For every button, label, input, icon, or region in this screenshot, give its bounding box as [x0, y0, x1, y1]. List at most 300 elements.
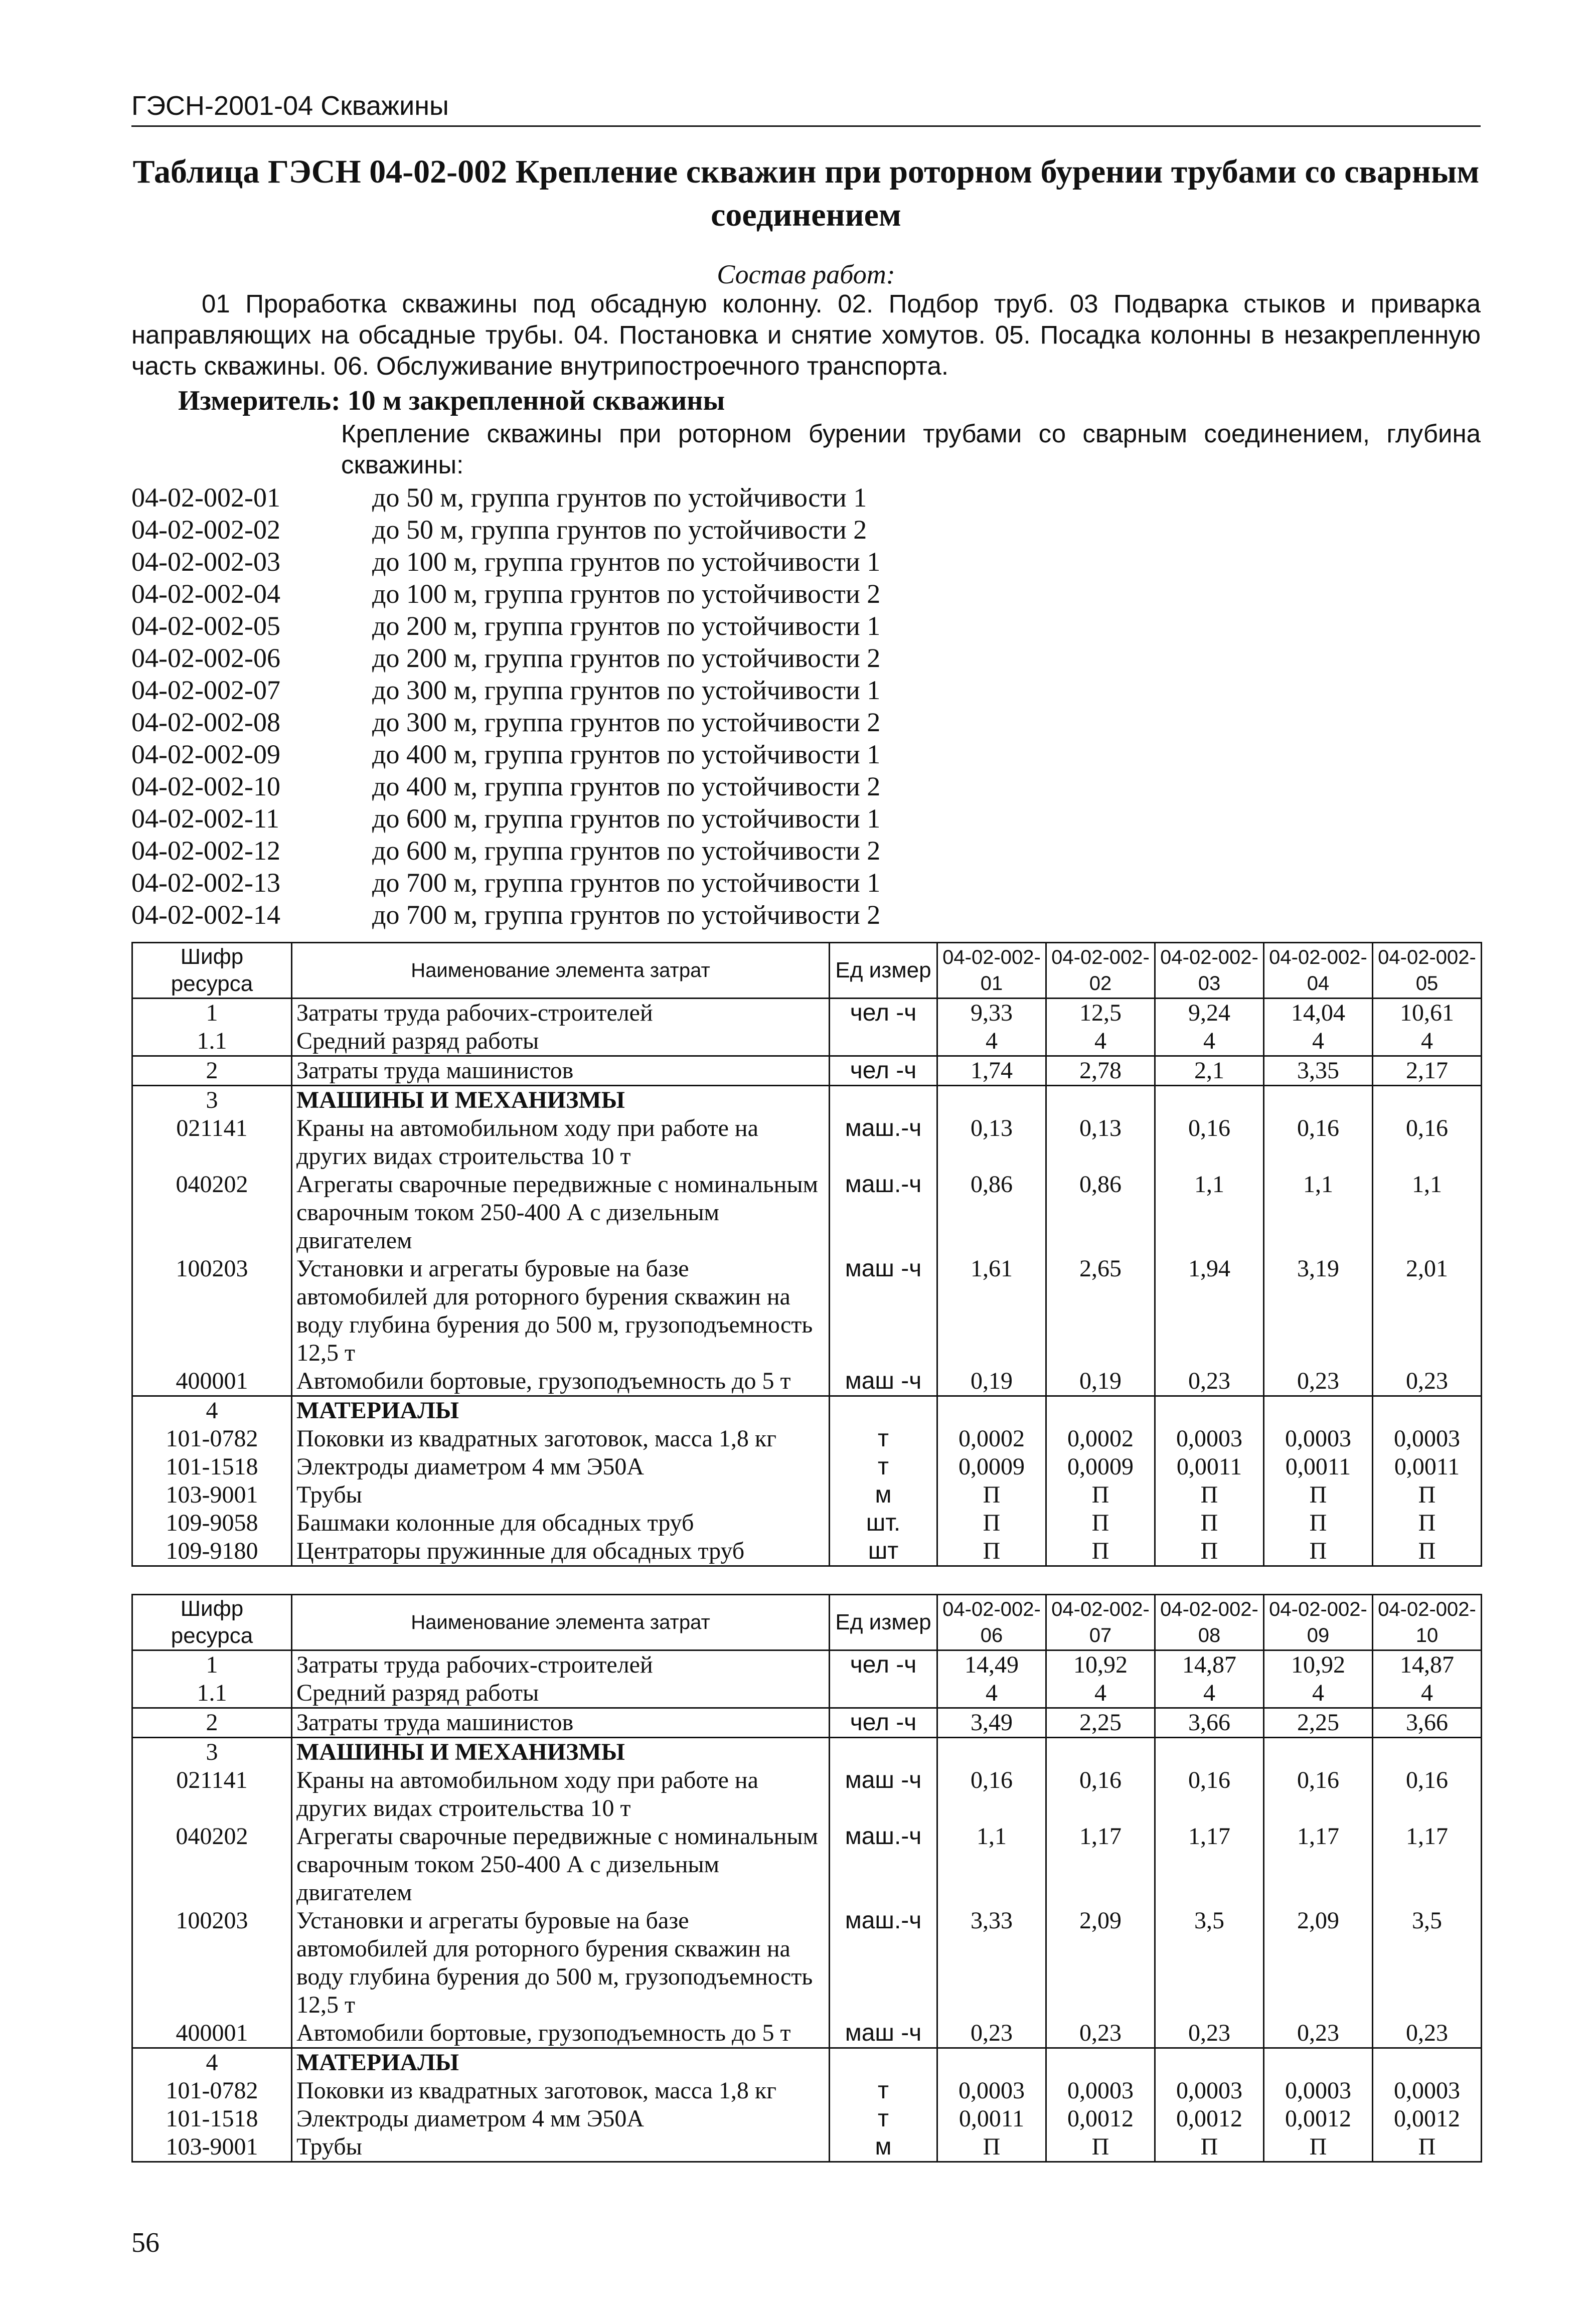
cost-element-name: Трубы [292, 2133, 830, 2162]
norm-value [1373, 1738, 1482, 1767]
entry-description: до 700 м, группа грунтов по устойчивости 2 [372, 900, 881, 930]
unit-of-measure: чел -ч [830, 999, 937, 1028]
norm-value: 1,1 [1373, 1171, 1482, 1255]
entry-row [131, 706, 1481, 738]
norm-value: 2,09 [1046, 1907, 1155, 2019]
composition-heading: Состав работ: [717, 259, 895, 289]
entry-row [131, 738, 1481, 770]
norm-value: 2,09 [1264, 1907, 1373, 2019]
norm-value [1373, 1396, 1482, 1425]
resource-code: 103-9001 [132, 1481, 292, 1509]
table-row [132, 1679, 1482, 1708]
table-row [132, 1481, 1482, 1509]
norm-value: 0,23 [1264, 2019, 1373, 2048]
norm-value: 0,0003 [1046, 2077, 1155, 2105]
header-col-3: 04-02-002-03 [1155, 943, 1264, 999]
unit-of-measure [830, 1738, 937, 1767]
entry-row [131, 610, 1481, 642]
norm-value: 0,0003 [937, 2077, 1046, 2105]
table-row [132, 1650, 1482, 1680]
resource-code: 109-9058 [132, 1509, 292, 1537]
norm-value: 0,0011 [937, 2105, 1046, 2133]
norm-value: 0,16 [937, 1766, 1046, 1823]
norm-value: 2,78 [1046, 1056, 1155, 1086]
entry-description: до 50 м, группа грунтов по устойчивости 2 [372, 515, 867, 545]
header-col-4: 04-02-002-04 [1264, 943, 1373, 999]
cost-element-name: Башмаки колонные для обсадных труб [292, 1509, 830, 1537]
resource-code: 1 [132, 1650, 292, 1680]
norm-value: 0,19 [937, 1367, 1046, 1396]
table-row [132, 1708, 1482, 1738]
norm-value: 1,17 [1373, 1823, 1482, 1907]
header-col-2: 04-02-002-02 [1046, 943, 1155, 999]
norm-value: П [937, 1509, 1046, 1537]
norm-value: 0,0002 [937, 1425, 1046, 1453]
norm-value: П [1373, 1509, 1482, 1537]
norm-value: П [1155, 1481, 1264, 1509]
norm-value: 1,1 [1155, 1171, 1264, 1255]
norm-value: 2,25 [1046, 1708, 1155, 1738]
table-row [132, 2105, 1482, 2133]
resource-code: 021141 [132, 1766, 292, 1823]
norm-value: 2,17 [1373, 1056, 1482, 1086]
norm-value: П [1373, 1537, 1482, 1566]
entries-list [131, 481, 1481, 931]
unit-of-measure [830, 1086, 937, 1115]
norm-value: 14,49 [937, 1650, 1046, 1680]
entry-code: 04-02-002-14 [131, 900, 280, 930]
table-row [132, 1114, 1482, 1171]
norm-value: П [1264, 1481, 1373, 1509]
unit-of-measure: т [830, 1425, 937, 1453]
norm-value [1155, 2048, 1264, 2077]
entry-code: 04-02-002-10 [131, 771, 280, 801]
norm-value: П [937, 2133, 1046, 2162]
norm-value: 0,0003 [1373, 2077, 1482, 2105]
norm-value [1046, 1738, 1155, 1767]
norm-value: 0,16 [1373, 1766, 1482, 1823]
unit-of-measure: маш -ч [830, 2019, 937, 2048]
cost-element-name: Поковки из квадратных заготовок, масса 1,8 кг [292, 1425, 830, 1453]
cost-element-name: МАШИНЫ И МЕХАНИЗМЫ [292, 1738, 830, 1767]
cost-element-name: Автомобили бортовые, грузоподъемность до 5 т [292, 1367, 830, 1396]
norm-value: П [937, 1481, 1046, 1509]
entry-code: 04-02-002-02 [131, 515, 280, 545]
resource-code: 040202 [132, 1171, 292, 1255]
norm-value: П [1155, 1509, 1264, 1537]
norm-value: 0,23 [1373, 1367, 1482, 1396]
norm-value: 3,66 [1155, 1708, 1264, 1738]
composition-text: 01 Проработка скважины под обсадную колонну. 02. Подбор труб. 03 Подварка стыков и приварка направляющих на обсадные трубы. 04. Постановка и снятие хомутов. 05. Посадка колонны в незакрепленную часть скважины. 06. Обслуживание внутрипостроечного транспорта. [131, 289, 1481, 380]
entry-row [131, 867, 1481, 899]
entry-description: до 300 м, группа грунтов по устойчивости 1 [372, 675, 881, 705]
norm-value: 0,23 [1373, 2019, 1482, 2048]
table-row [132, 999, 1482, 1028]
norm-value: 0,0012 [1264, 2105, 1373, 2133]
norm-value: 0,0012 [1046, 2105, 1155, 2133]
norm-value: П [937, 1537, 1046, 1566]
entry-code: 04-02-002-07 [131, 675, 280, 705]
norm-value: 0,0002 [1046, 1425, 1155, 1453]
header-col-1: 04-02-002-01 [937, 943, 1046, 999]
resource-code: 103-9001 [132, 2133, 292, 2162]
norm-value: 10,92 [1264, 1650, 1373, 1680]
table-row [132, 1027, 1482, 1056]
cost-element-name: Затраты труда рабочих-строителей [292, 1650, 830, 1680]
unit-of-measure: шт. [830, 1509, 937, 1537]
unit-of-measure: м [830, 1481, 937, 1509]
norm-value: П [1046, 2133, 1155, 2162]
norm-value: 1,94 [1155, 1255, 1264, 1367]
entry-description: до 600 м, группа грунтов по устойчивости 1 [372, 803, 881, 834]
unit-of-measure [830, 1396, 937, 1425]
resource-code: 109-9180 [132, 1537, 292, 1566]
cost-element-name: Центраторы пружинные для обсадных труб [292, 1537, 830, 1566]
cost-element-name: Средний разряд работы [292, 1027, 830, 1056]
norm-value [1155, 1396, 1264, 1425]
entry-description: до 400 м, группа грунтов по устойчивости 2 [372, 771, 881, 801]
norm-value: 2,01 [1373, 1255, 1482, 1367]
unit-of-measure: маш -ч [830, 1766, 937, 1823]
table-row [132, 2077, 1482, 2105]
entry-code: 04-02-002-03 [131, 547, 280, 577]
resource-code: 101-1518 [132, 2105, 292, 2133]
entry-code: 04-02-002-08 [131, 707, 280, 737]
table-row [132, 2019, 1482, 2048]
norm-value: 3,33 [937, 1907, 1046, 2019]
norm-value [1155, 1086, 1264, 1115]
norm-value [1264, 1086, 1373, 1115]
cost-element-name: Электроды диаметром 4 мм Э50А [292, 2105, 830, 2133]
unit-of-measure: т [830, 2077, 937, 2105]
norm-value: 1,61 [937, 1255, 1046, 1367]
entry-description: до 300 м, группа грунтов по устойчивости 2 [372, 707, 881, 737]
cost-element-name: Электроды диаметром 4 мм Э50А [292, 1453, 830, 1481]
cost-element-name: МАШИНЫ И МЕХАНИЗМЫ [292, 1086, 830, 1115]
table-row [132, 1509, 1482, 1537]
entry-row [131, 578, 1481, 610]
resource-code: 2 [132, 1056, 292, 1086]
cost-element-name: Автомобили бортовые, грузоподъемность до 5 т [292, 2019, 830, 2048]
norm-value: 4 [937, 1027, 1046, 1056]
norm-value: П [1046, 1509, 1155, 1537]
norm-value: 0,0011 [1373, 1453, 1482, 1481]
norm-value: 1,1 [1264, 1171, 1373, 1255]
norm-value: 0,13 [937, 1114, 1046, 1171]
entry-code: 04-02-002-01 [131, 482, 280, 513]
norm-value: 0,23 [937, 2019, 1046, 2048]
header-unit: Ед измер [830, 1595, 937, 1650]
norm-value: 0,0003 [1264, 2077, 1373, 2105]
unit-of-measure: чел -ч [830, 1056, 937, 1086]
norm-value: 3,5 [1373, 1907, 1482, 2019]
norm-value [1373, 2048, 1482, 2077]
cost-element-name: Агрегаты сварочные передвижные с номинальным сварочным током 250-400 А с дизельным двигателем [292, 1171, 830, 1255]
resource-code: 040202 [132, 1823, 292, 1907]
norm-value: 0,16 [1155, 1766, 1264, 1823]
table-row [132, 2133, 1482, 2162]
unit-of-measure: маш.-ч [830, 1907, 937, 2019]
table-row [132, 1537, 1482, 1566]
header-code: Шифр ресурса [132, 943, 292, 999]
resource-code: 1 [132, 999, 292, 1028]
norm-value: 4 [1373, 1027, 1482, 1056]
norm-value: 0,0003 [1264, 1425, 1373, 1453]
norm-value: 0,0003 [1373, 1425, 1482, 1453]
norm-value: 0,19 [1046, 1367, 1155, 1396]
norm-value: 4 [1264, 1027, 1373, 1056]
norm-value: 14,87 [1373, 1650, 1482, 1680]
running-head: ГЭСН-2001-04 Скважины [131, 89, 1481, 127]
entry-row [131, 546, 1481, 578]
header-col-2: 04-02-002-07 [1046, 1595, 1155, 1650]
unit-of-measure: т [830, 1453, 937, 1481]
norm-value: 0,23 [1264, 1367, 1373, 1396]
resource-code: 100203 [132, 1255, 292, 1367]
norm-value: 2,1 [1155, 1056, 1264, 1086]
norm-value: П [1264, 2133, 1373, 2162]
resource-code: 021141 [132, 1114, 292, 1171]
norm-value: 2,65 [1046, 1255, 1155, 1367]
resource-code: 3 [132, 1086, 292, 1115]
norm-value [1264, 1738, 1373, 1767]
norm-value: 0,16 [1155, 1114, 1264, 1171]
unit-of-measure [830, 1027, 937, 1056]
norm-value: П [1373, 2133, 1482, 2162]
header-unit: Ед измер [830, 943, 937, 999]
table-row [132, 1056, 1482, 1086]
norm-value: 0,16 [1373, 1114, 1482, 1171]
unit-of-measure: маш -ч [830, 1367, 937, 1396]
table-row [132, 1823, 1482, 1907]
entry-row [131, 674, 1481, 706]
norm-value: П [1373, 1481, 1482, 1509]
norm-value [937, 1086, 1046, 1115]
norm-value [1155, 1738, 1264, 1767]
norm-value: 0,16 [1264, 1766, 1373, 1823]
resource-code: 1.1 [132, 1679, 292, 1708]
unit-of-measure: маш.-ч [830, 1114, 937, 1171]
cost-element-name: МАТЕРИАЛЫ [292, 2048, 830, 2077]
norm-value: 0,0011 [1155, 1453, 1264, 1481]
table-row [132, 1766, 1482, 1823]
page-number: 56 [131, 2227, 159, 2258]
entry-row [131, 899, 1481, 931]
norm-value: П [1155, 2133, 1264, 2162]
norm-value: 0,23 [1155, 1367, 1264, 1396]
entry-description: до 100 м, группа грунтов по устойчивости 2 [372, 579, 881, 609]
header-col-5: 04-02-002-05 [1373, 943, 1482, 999]
norm-value: 14,87 [1155, 1650, 1264, 1680]
resource-code: 100203 [132, 1907, 292, 2019]
resource-code: 400001 [132, 1367, 292, 1396]
norm-value: 0,13 [1046, 1114, 1155, 1171]
norm-value: 4 [1155, 1679, 1264, 1708]
entry-description: до 100 м, группа грунтов по устойчивости 1 [372, 547, 881, 577]
header-col-5: 04-02-002-10 [1373, 1595, 1482, 1650]
unit-of-measure [830, 2048, 937, 2077]
cost-element-name: Краны на автомобильном ходу при работе на других видах строительства 10 т [292, 1114, 830, 1171]
entry-code: 04-02-002-05 [131, 611, 280, 641]
norm-value: 4 [1155, 1027, 1264, 1056]
norm-value: 4 [1373, 1679, 1482, 1708]
entry-description: до 200 м, группа грунтов по устойчивости 1 [372, 611, 881, 641]
cost-element-name: МАТЕРИАЛЫ [292, 1396, 830, 1425]
table-row [132, 1453, 1482, 1481]
table-row [132, 1255, 1482, 1367]
norm-value: 0,16 [1264, 1114, 1373, 1171]
norm-value [937, 2048, 1046, 2077]
unit-of-measure: маш.-ч [830, 1823, 937, 1907]
norm-value: 3,66 [1373, 1708, 1482, 1738]
cost-element-name: Агрегаты сварочные передвижные с номинальным сварочным током 250-400 А с дизельным двигателем [292, 1823, 830, 1907]
norm-value [1373, 1086, 1482, 1115]
unit-of-measure: чел -ч [830, 1708, 937, 1738]
entry-row [131, 802, 1481, 835]
entry-code: 04-02-002-12 [131, 836, 280, 866]
norm-value: 0,0009 [1046, 1453, 1155, 1481]
entry-code: 04-02-002-13 [131, 868, 280, 898]
cost-element-name: Краны на автомобильном ходу при работе на других видах строительства 10 т [292, 1766, 830, 1823]
norm-value: 1,17 [1264, 1823, 1373, 1907]
norm-value: 0,0003 [1155, 1425, 1264, 1453]
resource-code: 400001 [132, 2019, 292, 2048]
entry-description: до 700 м, группа грунтов по устойчивости 1 [372, 868, 881, 898]
norm-value [937, 1738, 1046, 1767]
table-row [132, 1086, 1482, 1115]
entry-description: до 50 м, группа грунтов по устойчивости 1 [372, 482, 867, 513]
norm-value [1046, 1396, 1155, 1425]
norm-value: 12,5 [1046, 999, 1155, 1028]
unit-of-measure: т [830, 2105, 937, 2133]
resource-code: 4 [132, 1396, 292, 1425]
resource-code: 101-1518 [132, 1453, 292, 1481]
cost-element-name: Затраты труда машинистов [292, 1708, 830, 1738]
norm-value [937, 1396, 1046, 1425]
resource-code: 3 [132, 1738, 292, 1767]
entry-row [131, 481, 1481, 514]
table-row [132, 1907, 1482, 2019]
cost-element-name: Средний разряд работы [292, 1679, 830, 1708]
norm-value: 0,86 [937, 1171, 1046, 1255]
unit-of-measure: шт [830, 1537, 937, 1566]
entry-description: до 400 м, группа грунтов по устойчивости 1 [372, 739, 881, 769]
table-row [132, 2048, 1482, 2077]
norm-value: П [1264, 1509, 1373, 1537]
norm-value [1264, 1396, 1373, 1425]
resource-code: 1.1 [132, 1027, 292, 1056]
norm-value [1046, 1086, 1155, 1115]
norm-value: 1,1 [937, 1823, 1046, 1907]
entry-row [131, 770, 1481, 802]
entry-row [131, 835, 1481, 867]
unit-of-measure [830, 1679, 937, 1708]
header-name: Наименование элемента затрат [292, 943, 830, 999]
entry-description: до 200 м, группа грунтов по устойчивости 2 [372, 643, 881, 673]
norm-value: 0,23 [1046, 2019, 1155, 2048]
norm-value: 1,17 [1046, 1823, 1155, 1907]
table-row [132, 1396, 1482, 1425]
entry-row [131, 642, 1481, 674]
norm-value: 0,23 [1155, 2019, 1264, 2048]
norm-value: 0,0012 [1373, 2105, 1482, 2133]
resource-code: 101-0782 [132, 1425, 292, 1453]
cost-element-name: Затраты труда рабочих-строителей [292, 999, 830, 1028]
norm-value: 3,49 [937, 1708, 1046, 1738]
norm-value: 10,92 [1046, 1650, 1155, 1680]
table-row [132, 1367, 1482, 1396]
norm-value: 0,0009 [937, 1453, 1046, 1481]
entry-code: 04-02-002-06 [131, 643, 280, 673]
resource-code: 2 [132, 1708, 292, 1738]
entry-row [131, 514, 1481, 546]
norm-value: 0,86 [1046, 1171, 1155, 1255]
resource-code: 101-0782 [132, 2077, 292, 2105]
norm-value: 0,0012 [1155, 2105, 1264, 2133]
norm-value: 4 [1264, 1679, 1373, 1708]
resource-code: 4 [132, 2048, 292, 2077]
unit-of-measure: чел -ч [830, 1650, 937, 1680]
norm-value [1264, 2048, 1373, 2077]
norm-value: 9,33 [937, 999, 1046, 1028]
unit-of-measure: маш -ч [830, 1255, 937, 1367]
header-col-1: 04-02-002-06 [937, 1595, 1046, 1650]
cost-element-name: Поковки из квадратных заготовок, масса 1,8 кг [292, 2077, 830, 2105]
header-col-3: 04-02-002-08 [1155, 1595, 1264, 1650]
norm-value: 0,0011 [1264, 1453, 1373, 1481]
norm-value: 3,19 [1264, 1255, 1373, 1367]
norm-value: П [1264, 1537, 1373, 1566]
norm-value: 3,35 [1264, 1056, 1373, 1086]
norm-value [1046, 2048, 1155, 2077]
unit-of-measure: маш.-ч [830, 1171, 937, 1255]
norm-value: 0,16 [1046, 1766, 1155, 1823]
norm-value: 0,0003 [1155, 2077, 1264, 2105]
entry-code: 04-02-002-09 [131, 739, 280, 769]
norm-value: 1,17 [1155, 1823, 1264, 1907]
table-row [132, 1171, 1482, 1255]
table-row [132, 1738, 1482, 1767]
entries-intro: Крепление скважины при роторном бурении трубами со сварным соединением, глубина скважины: [341, 419, 1481, 479]
cost-element-name: Затраты труда машинистов [292, 1056, 830, 1086]
header-code: Шифр ресурса [132, 1595, 292, 1650]
cost-element-name: Установки и агрегаты буровые на базе автомобилей для роторного бурения скважин на воду глубина бурения до 500 м, грузоподъемность 12,5 т [292, 1907, 830, 2019]
entry-code: 04-02-002-11 [131, 803, 279, 834]
measure-unit: Измеритель: 10 м закрепленной скважины [178, 385, 725, 416]
norm-value: 9,24 [1155, 999, 1264, 1028]
norm-value: 3,5 [1155, 1907, 1264, 2019]
entry-code: 04-02-002-04 [131, 579, 280, 609]
norm-value: П [1046, 1481, 1155, 1509]
norm-value: П [1046, 1537, 1155, 1566]
norm-value: 14,04 [1264, 999, 1373, 1028]
norm-value: 1,74 [937, 1056, 1046, 1086]
table-title: Таблица ГЭСН 04-02-002 Крепление скважин при роторном бурении трубами со сварным соединением [132, 153, 1480, 233]
norm-value: 4 [1046, 1679, 1155, 1708]
cost-element-name: Установки и агрегаты буровые на базе автомобилей для роторного бурения скважин на воду глубина бурения до 500 м, грузоподъемность 12,5 т [292, 1255, 830, 1367]
unit-of-measure: м [830, 2133, 937, 2162]
norm-value: 4 [1046, 1027, 1155, 1056]
norm-value: 2,25 [1264, 1708, 1373, 1738]
header-col-4: 04-02-002-09 [1264, 1595, 1373, 1650]
cost-element-name: Трубы [292, 1481, 830, 1509]
table-row [132, 1425, 1482, 1453]
norm-value: 4 [937, 1679, 1046, 1708]
norms-table-2 [131, 1594, 1482, 2163]
header-name: Наименование элемента затрат [292, 1595, 830, 1650]
norms-table-1 [131, 942, 1482, 1567]
norm-value: 10,61 [1373, 999, 1482, 1028]
